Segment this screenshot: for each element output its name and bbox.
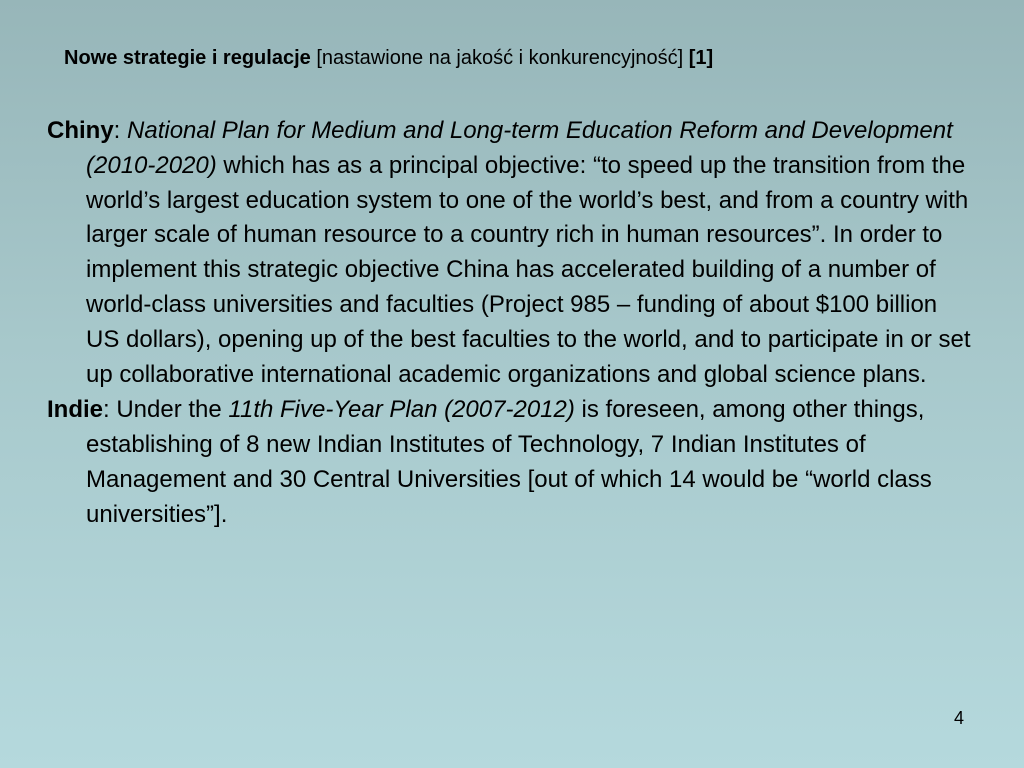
slide-title xyxy=(64,44,964,72)
paragraph-text: is foreseen, among other things, establishing of 8 new Indian Institutes of Technology, 7 Indian Institutes of Management and 30 Central Universities [out of which 14 would be “world class universities”]. xyxy=(86,396,932,528)
title-bold-part: Nowe strategie i regulacje xyxy=(64,47,311,69)
title-normal-part: [nastawione na jakość i konkurencyjność] xyxy=(310,47,689,69)
paragraph-chiny xyxy=(47,114,977,392)
paragraph-label: Indie xyxy=(47,396,104,424)
paragraph-separator: : xyxy=(113,117,128,144)
title-reference: [1] xyxy=(688,47,714,69)
paragraph-italic-title: National Plan for Medium and Long-term Education Reform and Development (2010-2020) xyxy=(86,117,953,179)
page-number: 4 xyxy=(953,708,964,728)
paragraph-italic-title: 11th Five-Year Plan (2007-2012) xyxy=(228,396,575,424)
paragraph-text: which has as a principal objective: “to speed up the transition from the world’s largest education system to one of the world’s best, and from a country with larger scale of human resource to a country rich in human resources”. In order to implement this strategic objective China has accelerated building of a number of world-class universities and faculties (Project 985 – funding of about $100 billion US dollars), opening up of the best faculties to the world, and to participate in or set up collaborative international academic organizations and global science plans. xyxy=(86,151,971,388)
paragraph-separator: : Under the xyxy=(103,396,229,424)
slide-body xyxy=(47,114,977,534)
paragraph-label: Chiny xyxy=(47,117,114,144)
paragraph-indie xyxy=(47,393,977,532)
